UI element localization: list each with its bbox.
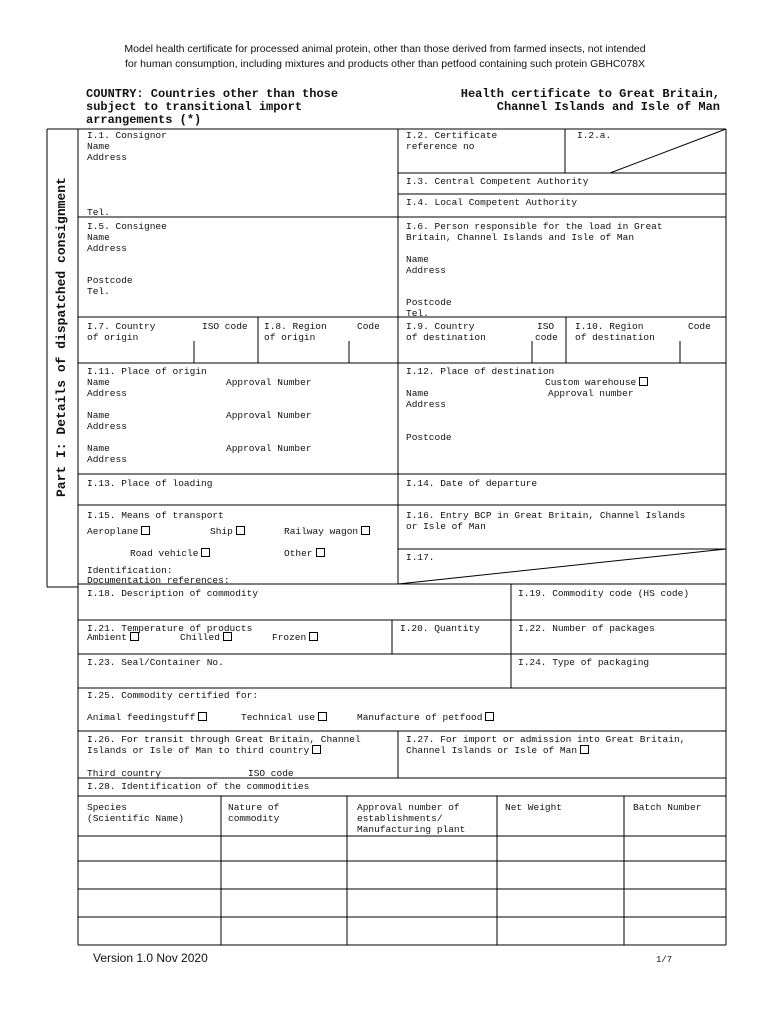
technical-use-option xyxy=(241,712,327,723)
page-number: 1/7 xyxy=(656,955,673,965)
chilled-option xyxy=(180,632,232,643)
i6-name-label: Name xyxy=(406,254,429,265)
i7-country-label: I.7. Country xyxy=(87,321,156,332)
i12-name-label: Name xyxy=(406,388,429,399)
cert-title-1: Health certificate to Great Britain, xyxy=(460,87,720,101)
i7-origin-label: of origin xyxy=(87,332,139,343)
i2-certificate-label: I.2. Certificate xyxy=(406,130,498,141)
i11-approval-1: Approval Number xyxy=(226,377,312,388)
feedingstuff-label: Animal feedingstuff xyxy=(87,712,196,723)
i19-commodity-code-label: I.19. Commodity code (HS code) xyxy=(518,588,690,599)
i8-origin-label: of origin xyxy=(264,332,316,343)
i14-departure-label: I.14. Date of departure xyxy=(406,478,538,489)
i27-import-label-2: Channel Islands or Isle of Man xyxy=(406,745,578,756)
i11-address-2: Address xyxy=(87,421,127,432)
aeroplane-checkbox[interactable] xyxy=(141,526,150,535)
petfood-checkbox[interactable] xyxy=(485,712,494,721)
aeroplane-label: Aeroplane xyxy=(87,526,139,537)
i3-authority-label: I.3. Central Competent Authority xyxy=(406,176,589,187)
i6-tel-label: Tel. xyxy=(406,308,429,319)
i11-place-origin-label: I.11. Place of origin xyxy=(87,366,207,377)
i25-certified-label: I.25. Commodity certified for: xyxy=(87,690,259,701)
i21-temperature-label: I.21. Temperature of products xyxy=(87,623,253,634)
road-checkbox[interactable] xyxy=(201,548,210,557)
i8-region-label: I.8. Region xyxy=(264,321,327,332)
road-label: Road vehicle xyxy=(130,548,199,559)
technical-use-label: Technical use xyxy=(241,712,316,723)
i9-iso-label: ISO xyxy=(537,321,555,332)
i11-name-2: Name xyxy=(87,410,110,421)
i6-postcode-label: Postcode xyxy=(406,297,452,308)
import-checkbox[interactable] xyxy=(580,745,589,754)
country-title-1: COUNTRY: Countries other than those xyxy=(86,87,339,101)
i9-destination-label: of destination xyxy=(406,332,486,343)
col-batch-number: Batch Number xyxy=(633,802,702,813)
i12-address-label: Address xyxy=(406,399,446,410)
i10-region-label: I.10. Region xyxy=(575,321,644,332)
ambient-option xyxy=(87,632,139,643)
i2a-label: I.2.a. xyxy=(577,130,612,141)
chilled-checkbox[interactable] xyxy=(223,632,232,641)
ambient-checkbox[interactable] xyxy=(130,632,139,641)
cert-title-2: Channel Islands and Isle of Man xyxy=(496,100,720,114)
i9-code-label: code xyxy=(535,332,558,343)
frozen-checkbox[interactable] xyxy=(309,632,318,641)
road-option xyxy=(130,548,210,559)
other-label: Other xyxy=(284,548,313,559)
i12-custom-warehouse xyxy=(545,377,648,388)
i18-description-label: I.18. Description of commodity xyxy=(87,588,259,599)
i17-label: I.17. xyxy=(406,552,435,563)
identification-label: Identification: xyxy=(87,565,173,576)
petfood-option xyxy=(357,712,494,723)
i11-name-3: Name xyxy=(87,443,110,454)
i27-import-option xyxy=(406,745,589,756)
i6-responsible-label: I.6. Person responsible for the load in Great xyxy=(406,221,663,232)
i11-approval-3: Approval Number xyxy=(226,443,312,454)
col-approval-2: establishments/ xyxy=(357,813,443,824)
i1-consignor-label: I.1. Consignor xyxy=(87,130,167,141)
i1-tel-label: Tel. xyxy=(87,207,110,218)
i1-name-label: Name xyxy=(87,141,110,152)
chilled-label: Chilled xyxy=(180,632,220,643)
ship-option xyxy=(210,526,245,537)
i10-code-label: Code xyxy=(688,321,711,332)
i9-country-label: I.9. Country xyxy=(406,321,475,332)
i26-transit-label: I.26. For transit through Great Britain, Channel xyxy=(87,734,361,745)
feedingstuff-option xyxy=(87,712,207,723)
version-label: Version 1.0 Nov 2020 xyxy=(93,951,208,965)
frozen-option xyxy=(272,632,318,643)
col-nature-2: commodity xyxy=(228,813,280,824)
railway-option xyxy=(284,526,370,537)
country-title-2: subject to transitional import xyxy=(86,100,303,114)
i6-responsible-label-2: Britain, Channel Islands and Isle of Man xyxy=(406,232,635,243)
i10-destination-label: of destination xyxy=(575,332,655,343)
documentation-label: Documentation references: xyxy=(87,575,230,586)
i23-seal-label: I.23. Seal/Container No. xyxy=(87,657,224,668)
custom-warehouse-checkbox[interactable] xyxy=(639,377,648,386)
i28-identification-label: I.28. Identification of the commodities xyxy=(87,781,310,792)
col-species-2: (Scientific Name) xyxy=(87,813,184,824)
i16-entry-bcp-label-2: or Isle of Man xyxy=(406,521,486,532)
certificate-description-line-2: for human consumption, including mixtures and products other than petfood containing such protein GBHC078X xyxy=(124,58,646,70)
feedingstuff-checkbox[interactable] xyxy=(198,712,207,721)
i24-packaging-label: I.24. Type of packaging xyxy=(518,657,650,668)
petfood-label: Manufacture of petfood xyxy=(357,712,483,723)
railway-checkbox[interactable] xyxy=(361,526,370,535)
i20-quantity-label: I.20. Quantity xyxy=(400,623,480,634)
i11-approval-2: Approval Number xyxy=(226,410,312,421)
i26-transit-option xyxy=(87,745,321,756)
technical-use-checkbox[interactable] xyxy=(318,712,327,721)
i8-code-label: Code xyxy=(357,321,380,332)
railway-label: Railway wagon xyxy=(284,526,359,537)
i5-tel-label: Tel. xyxy=(87,286,110,297)
i11-address-3: Address xyxy=(87,454,127,465)
i12-postcode-label: Postcode xyxy=(406,432,452,443)
other-checkbox[interactable] xyxy=(316,548,325,557)
i5-postcode-label: Postcode xyxy=(87,275,133,286)
i12-place-destination-label: I.12. Place of destination xyxy=(406,366,555,377)
ambient-label: Ambient xyxy=(87,632,127,643)
i26-transit-label-2: Islands or Isle of Man to third country xyxy=(87,745,310,756)
third-country-label: Third country xyxy=(87,768,162,779)
transit-checkbox[interactable] xyxy=(312,745,321,754)
i22-packages-label: I.22. Number of packages xyxy=(518,623,655,634)
col-approval-3: Manufacturing plant xyxy=(357,824,466,835)
part-one-label: Part I: Details of dispatched consignment xyxy=(54,177,69,497)
ship-checkbox[interactable] xyxy=(236,526,245,535)
i15-transport-label: I.15. Means of transport xyxy=(87,510,224,521)
i6-address-label: Address xyxy=(406,265,446,276)
certificate-description-line-1: Model health certificate for processed animal protein, other than those derived from farmed insects, not intended xyxy=(124,43,646,55)
i12-approval-label: Approval number xyxy=(548,388,634,399)
i5-name-label: Name xyxy=(87,232,110,243)
i4-authority-label: I.4. Local Competent Authority xyxy=(406,197,578,208)
i13-loading-label: I.13. Place of loading xyxy=(87,478,213,489)
aeroplane-option xyxy=(87,526,150,537)
i7-iso-label: ISO code xyxy=(202,321,248,332)
i11-address-1: Address xyxy=(87,388,127,399)
ship-label: Ship xyxy=(210,526,233,537)
i1-address-label: Address xyxy=(87,152,127,163)
i11-name-1: Name xyxy=(87,377,110,388)
i27-import-label: I.27. For import or admission into Great Britain, xyxy=(406,734,686,745)
col-approval-1: Approval number of xyxy=(357,802,460,813)
i5-address-label: Address xyxy=(87,243,127,254)
col-species-1: Species xyxy=(87,802,127,813)
i12-custom-label: Custom warehouse xyxy=(545,377,637,388)
col-net-weight: Net Weight xyxy=(505,802,563,813)
i2-reference-label: reference no xyxy=(406,141,475,152)
country-title-3: arrangements (*) xyxy=(86,113,202,127)
third-country-iso-label: ISO code xyxy=(248,768,294,779)
i5-consignee-label: I.5. Consignee xyxy=(87,221,167,232)
other-option xyxy=(284,548,325,559)
col-nature-1: Nature of xyxy=(228,802,280,813)
i16-entry-bcp-label: I.16. Entry BCP in Great Britain, Channel Islands xyxy=(406,510,686,521)
frozen-label: Frozen xyxy=(272,632,307,643)
